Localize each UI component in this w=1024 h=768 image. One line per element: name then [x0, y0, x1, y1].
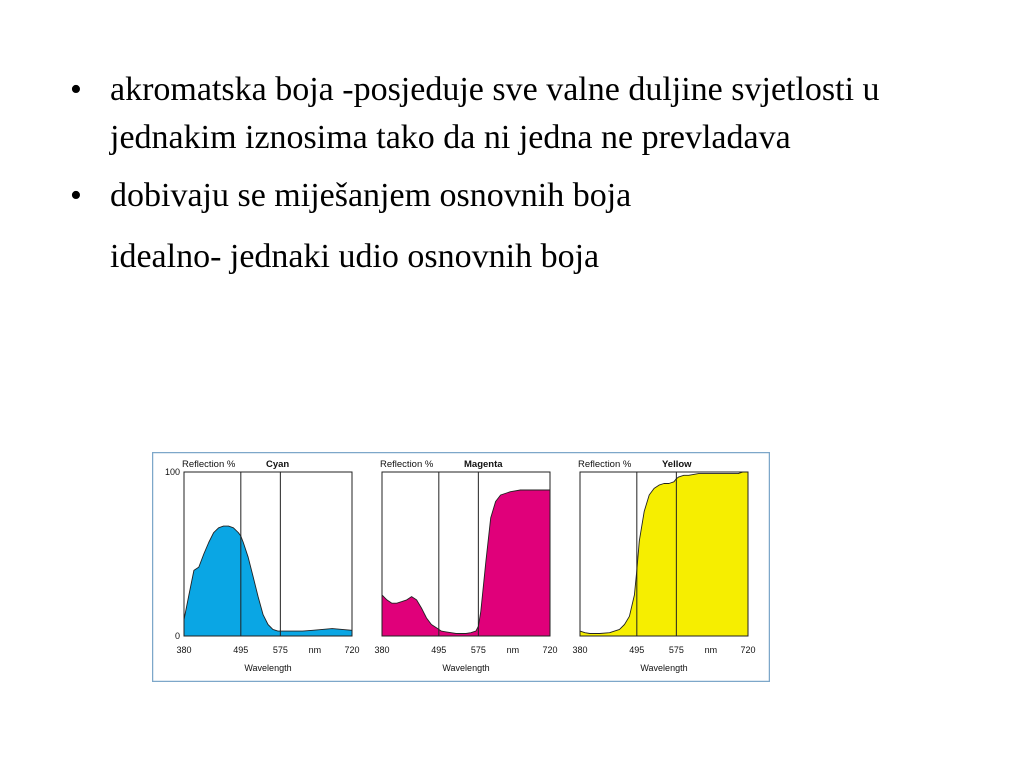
x-tick-label: 495: [233, 645, 249, 655]
bullet-item-mixing: [70, 172, 970, 281]
x-tick-label: 495: [431, 645, 447, 655]
x-tick-label: 575: [668, 645, 684, 655]
bullet-list: [70, 66, 970, 281]
x-tick-label: nm: [506, 645, 520, 655]
chart-title: Cyan: [266, 459, 290, 470]
reflectance-charts-figure: [152, 452, 770, 682]
x-tick-label: nm: [308, 645, 322, 655]
y-tick-label: 100: [164, 467, 180, 477]
x-axis-label: Wavelength: [640, 663, 688, 673]
x-tick-label: nm: [704, 645, 718, 655]
x-tick-label: 720: [542, 645, 558, 655]
x-tick-label: 380: [572, 645, 588, 655]
chart-title: Yellow: [662, 459, 692, 470]
x-tick-label: 720: [740, 645, 756, 655]
bullet-item-achromatic: [70, 66, 970, 162]
x-tick-label: 575: [470, 645, 486, 655]
y-axis-label: Reflection %: [578, 459, 632, 470]
bullet-text: dobivaju se miješanjem osnovnih boja: [110, 177, 632, 214]
x-axis-label: Wavelength: [244, 663, 292, 673]
chart-title: Magenta: [464, 459, 503, 470]
y-axis-label: Reflection %: [182, 459, 236, 470]
bullet-marker: •: [70, 177, 82, 214]
x-tick-label: 380: [374, 645, 390, 655]
y-axis-label: Reflection %: [380, 459, 434, 470]
x-axis-label: Wavelength: [442, 663, 490, 673]
bullet-text: akromatska boja -posjeduje sve valne duljine svjetlosti u jednakim iznosima tako da ni jedna ne prevladava: [110, 71, 880, 156]
y-tick-label: 0: [174, 631, 180, 641]
bullet-subtext: idealno- jednaki udio osnovnih boja: [110, 238, 600, 275]
x-tick-label: 575: [272, 645, 288, 655]
x-tick-label: 720: [344, 645, 360, 655]
bullet-marker: •: [70, 71, 82, 108]
x-tick-label: 495: [629, 645, 645, 655]
x-tick-label: 380: [176, 645, 192, 655]
